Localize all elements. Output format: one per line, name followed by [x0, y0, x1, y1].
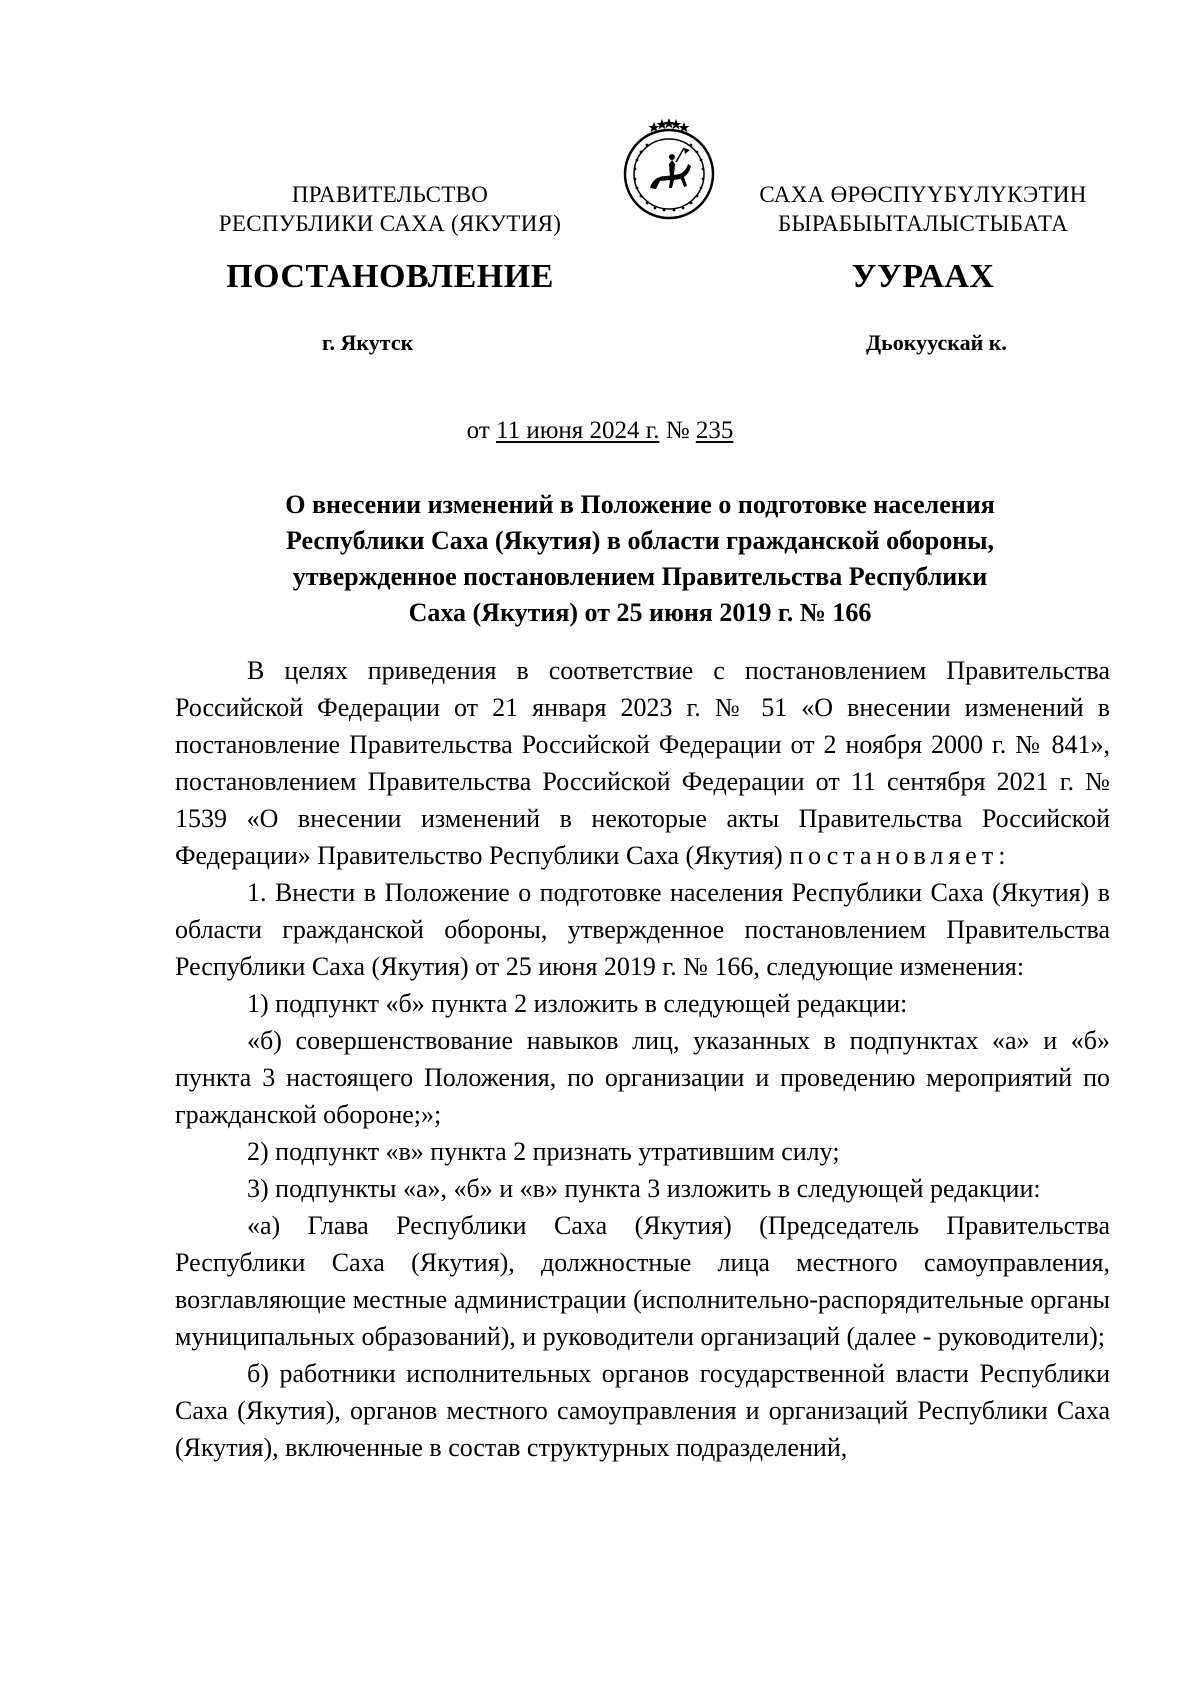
header-left-line1: ПРАВИТЕЛЬСТВО: [291, 182, 489, 207]
title-line-3: утвержденное постановлением Правительства Республики: [292, 562, 988, 591]
title-line-4: Саха (Якутия) от 25 июня 2019 г. № 166: [408, 598, 872, 627]
body-paragraph-4: 2) подпункт «в» пункта 2 признать утратившим силу;: [247, 1137, 840, 1166]
city-russian: г. Якутск: [322, 330, 414, 355]
date-number-line: [0, 417, 1200, 445]
header-right-block: [728, 180, 1118, 238]
header-left-line2: РЕСПУБЛИКИ САХА (ЯКУТИЯ): [218, 211, 562, 236]
document-body: [175, 652, 1110, 1466]
body-paragraph-6: «а) Глава Республики Саха (Якутия) (Председатель Правительства Республики Саха (Якутия), должностные лица местного самоуправления, возглавляющие местные администрации (исполнительно-распорядительные органы муниципальных образований), и руководители организаций (далее - руководители);: [175, 1211, 1110, 1351]
number-sign: №: [665, 417, 690, 444]
doc-type-russian: ПОСТАНОВЛЕНИЕ: [226, 258, 554, 295]
preamble-verb: постановляет:: [789, 841, 1011, 870]
header-right-line2: БЫРАБЫЫТАЛЫСТЫБАТА: [777, 211, 1069, 236]
doc-type-yakut: УУРААХ: [851, 258, 995, 295]
city-yakut: Дьокуускай к.: [866, 330, 1007, 355]
preamble-text: В целях приведения в соответствие с постановлением Правительства Российской Федерации от 21 января 2023 г. № 51 «О внесении изменений в постановление Правительства Российской Федерации от 2 ноября 2000 г. № 841», постановлением Правительства Российской Федерации от 11 сентября 2021 г. № 1539 «О внесении изменений в некоторые акты Правительства Российской Федерации» Правительство Республики Саха (Якутия): [175, 656, 1110, 870]
body-paragraph-1: 1. Внести в Положение о подготовке населения Республики Саха (Якутия) в области гражданской обороны, утвержденное постановлением Правительства Республики Саха (Якутия) от 25 июня 2019 г. № 166, следующие изменения:: [175, 878, 1110, 981]
body-paragraph-3: «б) совершенствование навыков лиц, указанных в подпунктах «а» и «б» пункта 3 настоящего Положения, по организации и проведению мероприятий по гражданской обороне;»;: [175, 1026, 1110, 1129]
document-date: 11 июня 2024 г.: [496, 417, 660, 444]
document-title: [200, 487, 1080, 631]
date-prefix: от: [466, 417, 490, 444]
coat-of-arms-sakha-icon: [614, 114, 724, 224]
title-line-1: О внесении изменений в Положение о подготовке населения: [285, 490, 995, 519]
body-paragraph-2: 1) подпункт «б» пункта 2 изложить в следующей редакции:: [247, 989, 908, 1018]
body-paragraph-preamble: [175, 652, 1110, 874]
body-paragraph-5: 3) подпункты «а», «б» и «в» пункта 3 изложить в следующей редакции:: [247, 1174, 1041, 1203]
title-line-2: Республики Саха (Якутия) в области гражданской обороны,: [286, 526, 994, 555]
document-number: 235: [695, 417, 734, 444]
header-left-block: [170, 180, 610, 238]
body-paragraph-7: б) работники исполнительных органов государственной власти Республики Саха (Якутия), органов местного самоуправления и организаций Республики Саха (Якутия), включенные в состав структурных подразделений,: [175, 1359, 1110, 1462]
header-right-line1: САХА ӨРӨСПҮҮБҮЛҮКЭТИН: [759, 182, 1087, 207]
